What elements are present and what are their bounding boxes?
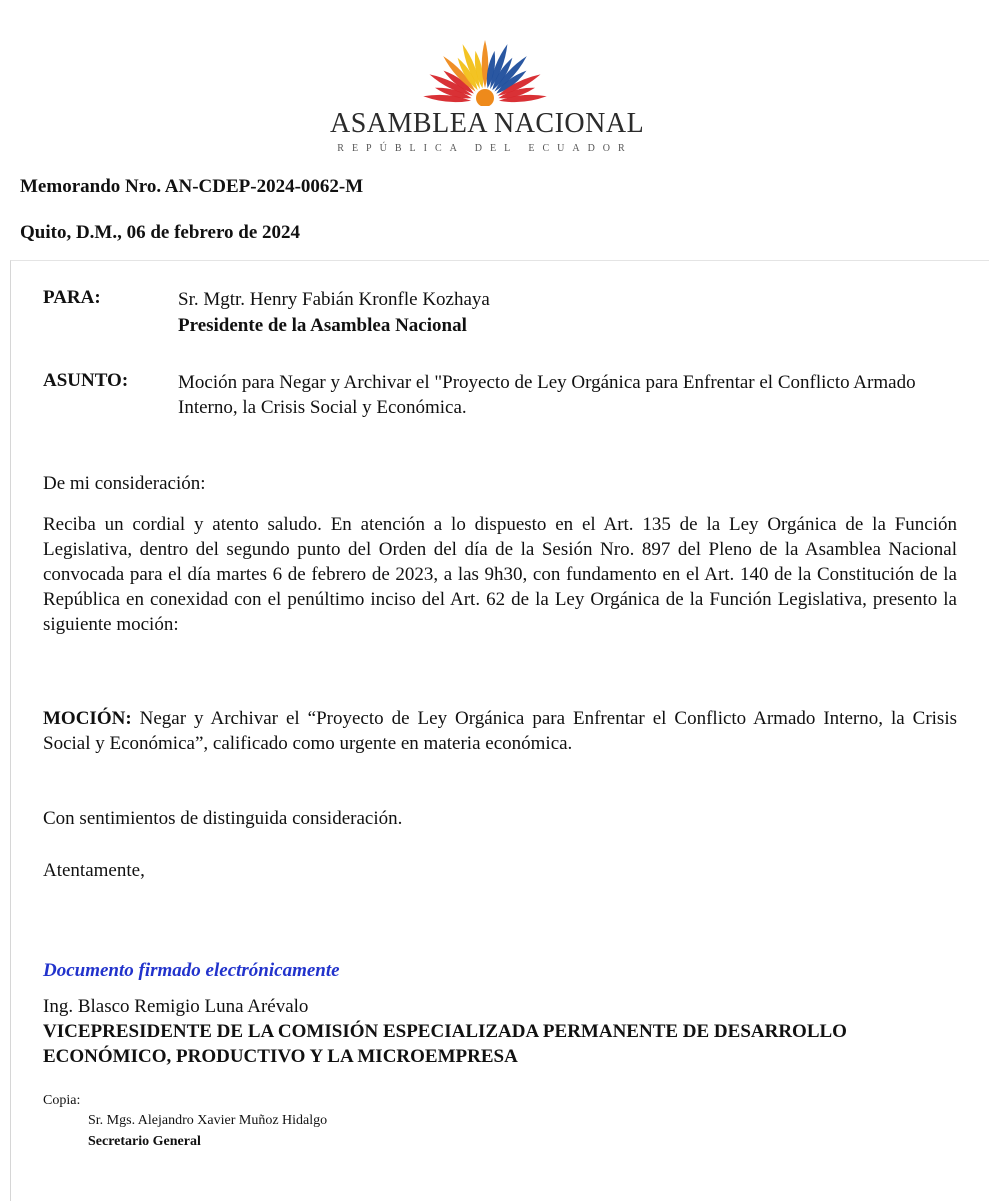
signer-name: Ing. Blasco Remigio Luna Arévalo: [43, 996, 309, 1017]
motion-label: MOCIÓN:: [43, 708, 132, 729]
copy-name: Sr. Mgs. Alejandro Xavier Muñoz Hidalgo: [88, 1113, 328, 1128]
closing-line: Con sentimientos de distinguida consideración.: [43, 808, 403, 829]
greeting: De mi consideración:: [43, 473, 206, 494]
logo-subtitle: REPÚBLICA DEL ECUADOR: [337, 143, 633, 154]
header-logo: [330, 28, 645, 158]
motion-paragraph: [43, 706, 957, 756]
signer-role: VICEPRESIDENTE DE LA COMISIÓN ESPECIALIZADA PERMANENTE DE DESARROLLO ECONÓMICO, PRODUCTIVO Y LA MICROEMPRESA: [43, 1021, 847, 1067]
motion-text: Negar y Archivar el “Proyecto de Ley Orgánica para Enfrentar el Conflicto Armado Interno, la Crisis Social y Económica”, calificado como urgente en materia económica.: [43, 708, 957, 754]
copy-label: Copia:: [43, 1093, 81, 1108]
to-name: Sr. Mgtr. Henry Fabián Kronfle Kozhaya: [178, 289, 490, 310]
farewell: Atentamente,: [43, 860, 145, 881]
asamblea-sunburst-icon: [415, 28, 555, 106]
subject-text: Moción para Negar y Archivar el "Proyecto de Ley Orgánica para Enfrentar el Conflicto Armado Interno, la Crisis Social y Económica.: [178, 372, 916, 418]
logo-center: [476, 89, 494, 106]
to-title: Presidente de la Asamblea Nacional: [178, 315, 467, 336]
logo-title: ASAMBLEA NACIONAL: [330, 108, 645, 139]
body-paragraph: Reciba un cordial y atento saludo. En atención a lo dispuesto en el Art. 135 de la Ley Orgánica de la Función Legislativa, dentro del segundo punto del Orden del día de la Sesión Nro. 897 del Pleno de la Asamblea Nacional convocada para el día martes 6 de febrero de 2023, a las 9h30, con fundamento en el Art. 140 de la Constitución de la República en conexidad con el penúltimo inciso del Art. 62 de la Ley Orgánica de la Función Legislativa, presento la siguiente moción:: [43, 514, 957, 635]
copy-role: Secretario General: [88, 1134, 201, 1149]
subject-label: ASUNTO:: [43, 370, 129, 391]
electronic-signature-note: Documento firmado electrónicamente: [43, 960, 340, 981]
memo-date: Quito, D.M., 06 de febrero de 2024: [20, 222, 301, 243]
to-label: PARA:: [43, 287, 101, 308]
memo-number: Memorando Nro. AN-CDEP-2024-0062-M: [20, 176, 364, 197]
